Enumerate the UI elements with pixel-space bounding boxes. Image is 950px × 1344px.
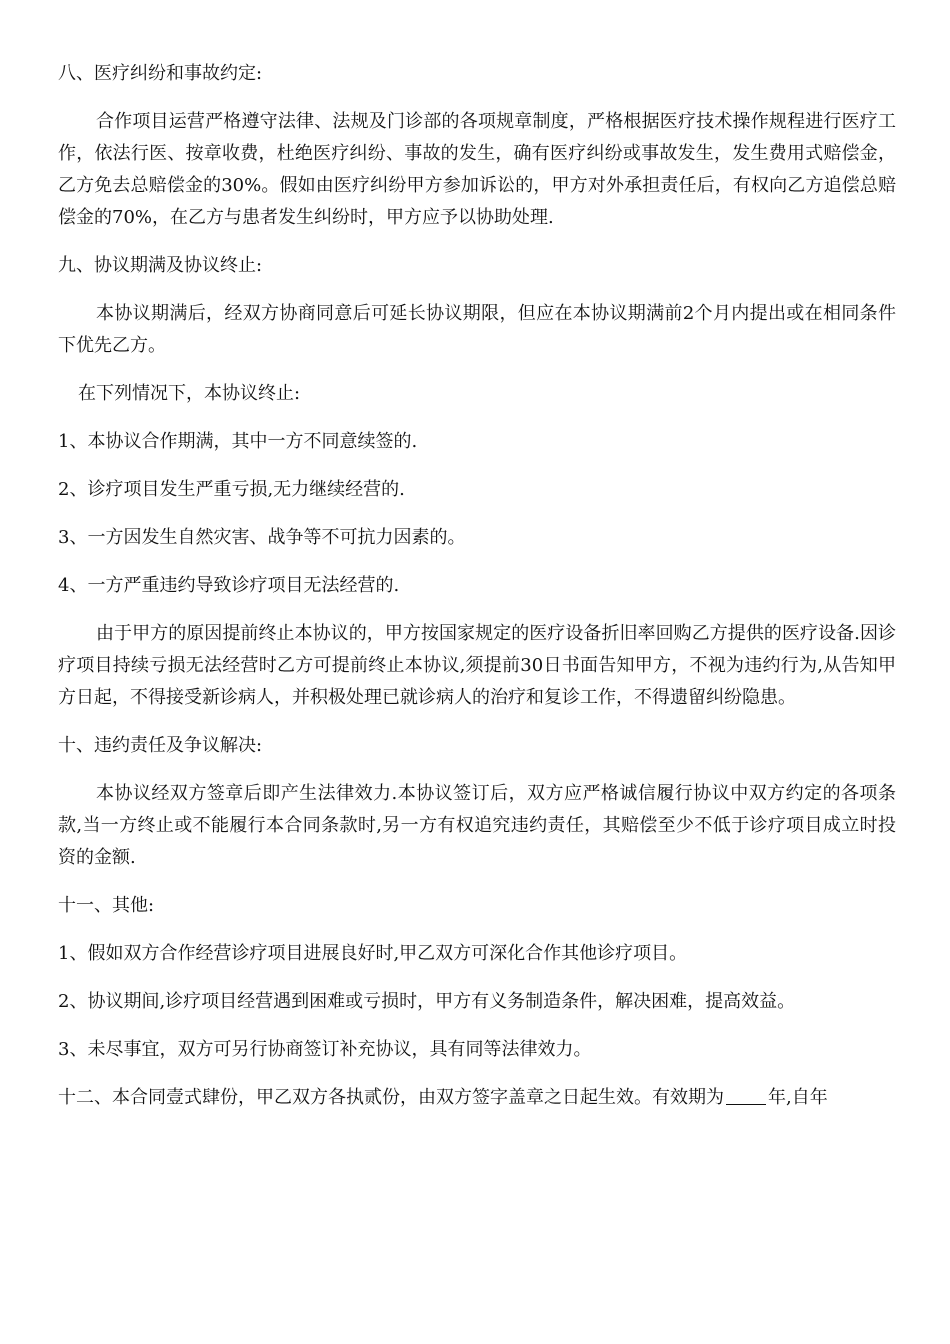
section-12-text-b: 年,自年	[768, 1087, 828, 1108]
section-10-paragraph: 本协议经双方签章后即产生法律效力.本协议签订后，双方应严格诚信履行协议中双方约定的各项条款,当一方终止或不能履行本合同条款时,另一方有权追究违约责任，其赔偿至少不低于诊疗项目成立时投资的金额.	[58, 783, 896, 868]
section-9-paragraph-3: 由于甲方的原因提前终止本协议的，甲方按国家规定的医疗设备折旧率回购乙方提供的医疗设备.因诊疗项目持续亏损无法经营时乙方可提前终止本协议,须提前30日书面告知甲方，不视为违约行为,从告知甲方日起，不得接受新诊病人，并积极处理已就诊病人的治疗和复诊工作，不得遗留纠纷隐患。	[58, 623, 896, 708]
section-8-paragraph: 合作项目运营严格遵守法律、法规及门诊部的各项规章制度，严格根据医疗技术操作规程进行医疗工作，依法行医、按章收费，杜绝医疗纠纷、事故的发生，确有医疗纠纷或事故发生，发生费用式赔偿金，乙方免去总赔偿金的30%。假如由医疗纠纷甲方参加诉讼的，甲方对外承担责任后，有权向乙方追偿总赔偿金的70%，在乙方与患者发生纠纷时，甲方应予以协助处理.	[58, 111, 896, 228]
section-9-item-1: 1、本协议合作期满，其中一方不同意续签的.	[58, 431, 418, 452]
section-9-item-3: 3、一方因发生自然灾害、战争等不可抗力因素的。	[58, 527, 466, 548]
section-9-item-2: 2、诊疗项目发生严重亏损,无力继续经营的.	[58, 479, 405, 500]
section-12-paragraph	[58, 1082, 896, 1114]
section-9-paragraph-1: 本协议期满后，经双方协商同意后可延长协议期限，但应在本协议期满前2个月内提出或在相同条件下优先乙方。	[58, 303, 896, 356]
document-page	[58, 58, 896, 1130]
section-9-item-4: 4、一方严重违约导致诊疗项目无法经营的.	[58, 575, 400, 596]
section-9-heading: 九、协议期满及协议终止:	[58, 255, 263, 276]
section-12-text-a: 十二、本合同壹式肆份，甲乙双方各执贰份，由双方签字盖章之日起生效。有效期为	[58, 1087, 724, 1108]
section-11-item-1: 1、假如双方合作经营诊疗项目进展良好时,甲乙双方可深化合作其他诊疗项目。	[58, 943, 688, 964]
section-11-item-3: 3、未尽事宜，双方可另行协商签订补充协议，具有同等法律效力。	[58, 1039, 592, 1060]
section-11-item-2: 2、协议期间,诊疗项目经营遇到困难或亏损时，甲方有义务制造条件，解决困难，提高效益。	[58, 991, 796, 1012]
validity-years-blank	[726, 1086, 766, 1105]
section-11-heading: 十一、其他:	[58, 895, 155, 916]
section-8-heading: 八、医疗纠纷和事故约定:	[58, 63, 263, 84]
section-9-paragraph-2: 在下列情况下，本协议终止:	[78, 383, 301, 404]
section-10-heading: 十、违约责任及争议解决:	[58, 735, 263, 756]
